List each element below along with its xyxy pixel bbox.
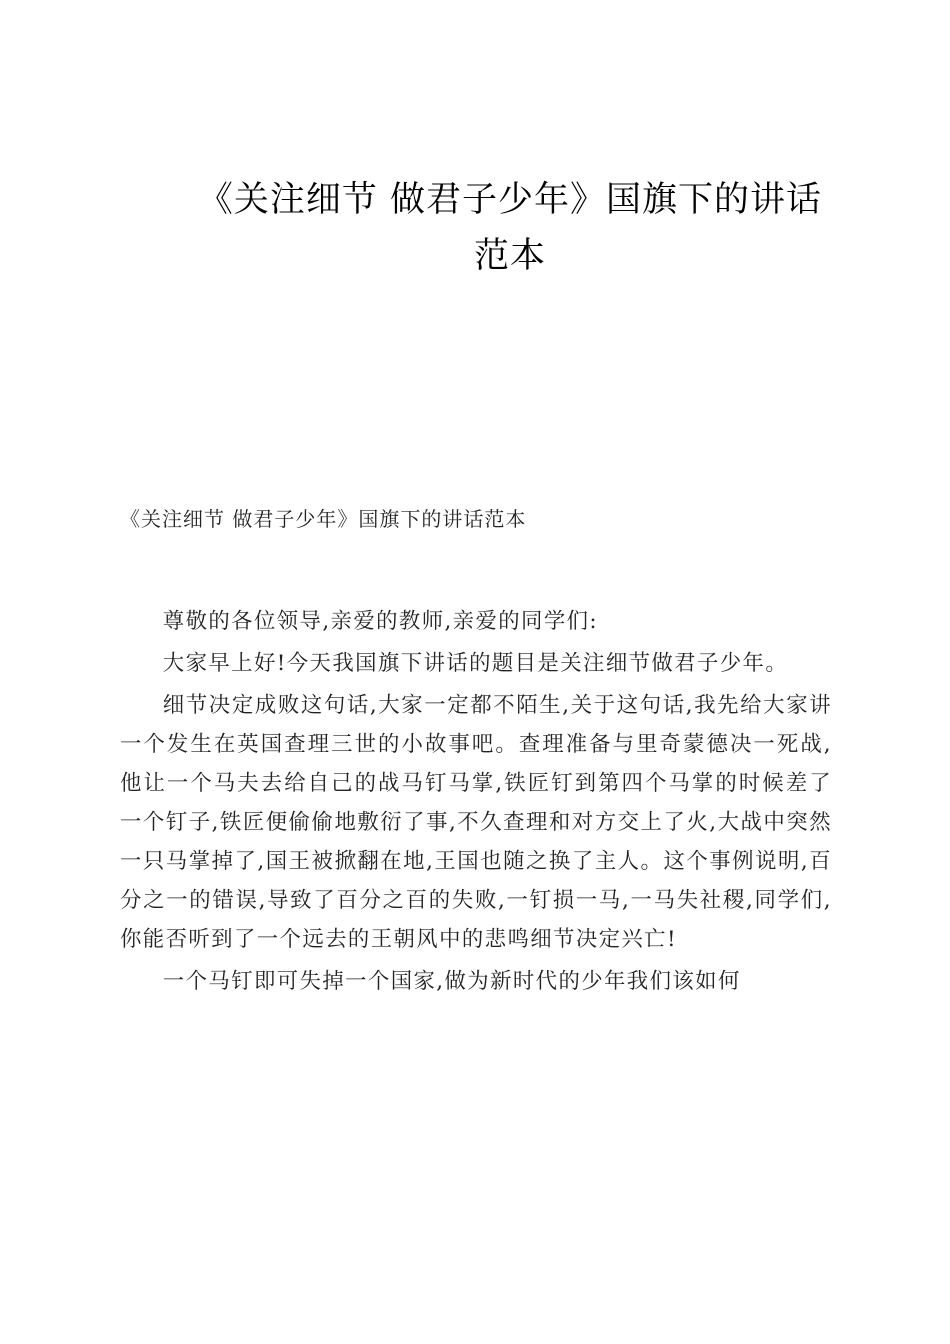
title-line-1: 《关注细节 做君子少年》国旗下的讲话 bbox=[197, 180, 823, 220]
document-title bbox=[150, 172, 870, 284]
paragraph-greeting: 尊敬的各位领导,亲爱的教师,亲爱的同学们: bbox=[162, 609, 599, 634]
paragraph-intro: 大家早上好!今天我国旗下讲话的题目是关注细节做君子少年。 bbox=[162, 651, 789, 676]
title-line-2: 范本 bbox=[473, 236, 546, 276]
document-subtitle: 《关注细节 做君子少年》国旗下的讲话范本 bbox=[120, 507, 527, 531]
paragraph-question: 一个马钉即可失掉一个国家,做为新时代的少年我们该如何 bbox=[162, 969, 741, 994]
paragraph-story: 细节决定成败这句话,大家一定都不陌生,关于这句话,我先给大家讲一个发生在英国查理三世的小故事吧。查理准备与里奇蒙德决一死战,他让一个马夫去给自己的战马钉马掌,铁匠钉到第四个马掌的时候差了一个钉子,铁匠便偷偷地敷衍了事,不久查理和对方交上了火,大战中突然一只马掌掉了,国王被掀翻在地,王国也随之换了主人。这个事例说明,百分之一的错误,导致了百分之百的失败,一钉损一马,一马失社稷,同学们,你能否听到了一个远去的王朝风中的悲鸣细节决定兴亡! bbox=[120, 693, 832, 952]
document-body bbox=[120, 602, 832, 1004]
